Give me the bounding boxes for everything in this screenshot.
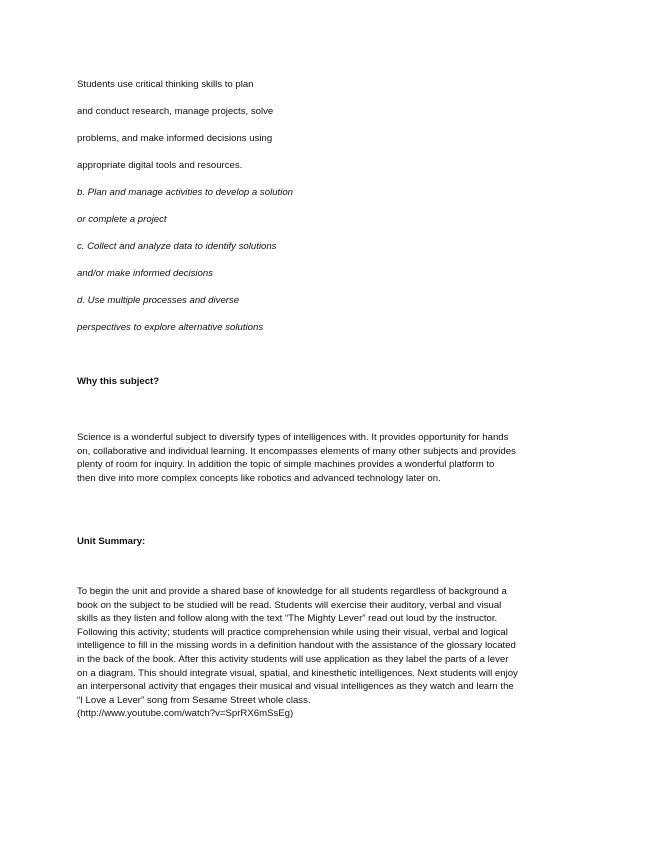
standards-line: and conduct research, manage projects, solve <box>77 106 274 117</box>
standards-line: Students use critical thinking skills to plan <box>77 79 254 90</box>
paragraph-line: on, collaborative and individual learning. It encompasses elements of many other subjects and provides <box>77 445 516 457</box>
paragraph-line: Following this activity; students will practice comprehension while using their visual, verbal and logical <box>77 626 508 638</box>
standards-line: or complete a project <box>77 214 167 225</box>
paragraph-line: in the back of the book. After this activity students will use application as they label the parts of a lever <box>77 653 509 665</box>
standards-line: c. Collect and analyze data to identify solutions <box>77 241 277 252</box>
summary-paragraph <box>77 585 577 721</box>
standards-line: appropriate digital tools and resources. <box>77 160 243 171</box>
why-paragraph <box>77 431 577 485</box>
standards-line: perspectives to explore alternative solutions <box>77 322 264 333</box>
url-link: (http://www.youtube.com/watch?v=SprRX6mSsEg) <box>77 708 294 720</box>
standards-line: d. Use multiple processes and diverse <box>77 295 240 306</box>
paragraph-line: skills as they listen and follow along with the text “The Mighty Lever” read out loud by the instructor. <box>77 613 498 625</box>
paragraph-line: intelligence to fill in the missing words in a definition handout with the assistance of the glossary located <box>77 640 516 652</box>
paragraph-line: Science is a wonderful subject to diversify types of intelligences with. It provides opportunity for hands <box>77 432 509 443</box>
standards-line: b. Plan and manage activities to develop a solution <box>77 187 293 198</box>
paragraph-line: on a diagram. This should integrate visual, spatial, and kinesthetic intelligences. Next students will enjoy <box>77 667 518 679</box>
paragraph-line: then dive into more complex concepts like robotics and advanced technology later on. <box>77 472 441 484</box>
paragraph-line: plenty of room for inquiry. In addition the topic of simple machines provides a wonderful platform to <box>77 459 495 471</box>
paragraph-line: book on the subject to be studied will be read. Students will exercise their auditory, verbal and visual <box>77 599 502 611</box>
paragraph-line: “I Love a Lever” song from Sesame Street whole class. <box>77 694 311 706</box>
standards-line: and/or make informed decisions <box>77 268 213 279</box>
paragraph-line: To begin the unit and provide a shared base of knowledge for all students regardless of background a <box>77 586 507 597</box>
standards-line: problems, and make informed decisions using <box>77 133 273 144</box>
paragraph-line: an interpersonal activity that engages their musical and visual intelligences as they watch and learn the <box>77 681 514 693</box>
summary-heading: Unit Summary: <box>77 536 146 547</box>
why-heading: Why this subject? <box>77 376 160 387</box>
